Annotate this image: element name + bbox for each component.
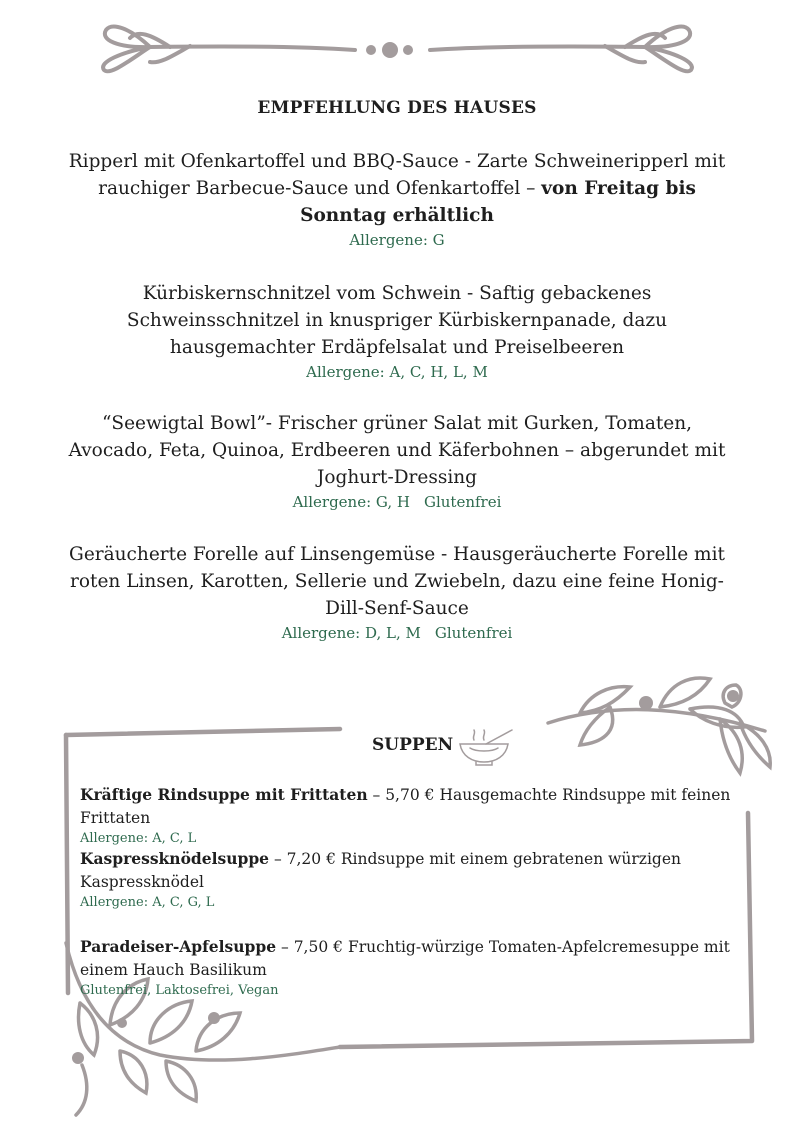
dish-description <box>60 148 734 229</box>
soup-item <box>80 847 740 912</box>
floral-divider-icon <box>0 0 794 90</box>
dish-item <box>60 280 734 383</box>
dish-highlight: von Freitag bis Sonntag erhältlich <box>300 178 696 226</box>
dish-allergens <box>60 229 734 251</box>
dish-description: “Seewigtal Bowl”- Frischer grüner Salat mit Gurken, Tomaten, Avocado, Feta, Quinoa, Erdbeeren und Käferbohnen – abgerundet mit Joghurt-Dressing <box>68 413 726 488</box>
soup-description: Rindsuppe mit einem gebratenen würzigen Kaspressknödel <box>80 850 682 891</box>
soup-line <box>80 935 740 982</box>
soup-price: – 7,50 € <box>276 938 348 956</box>
soup-description: Hausgemachte Rindsuppe mit feinen Frittaten <box>80 786 731 827</box>
dish-description: Kürbiskernschnitzel vom Schwein - Saftig gebackenes Schweinsschnitzel in knuspriger Kürbiskernpanade, dazu hausgemachter Erdäpfelsalat und Preiselbeeren <box>126 283 668 358</box>
dish-allergens <box>60 361 734 383</box>
allergen-label: Allergene: D, L, M <box>281 624 421 642</box>
soup-line <box>80 783 740 830</box>
allergen-label: Allergene: G, H <box>292 493 410 511</box>
dish-item <box>60 148 734 251</box>
dish-description: Geräucherte Forelle auf Linsengemüse - Hausgeräucherte Forelle mit roten Linsen, Karotten, Sellerie und Zwiebeln, dazu eine feine Honig-Dill-Senf-Sauce <box>69 544 725 619</box>
soup-description: Fruchtig-würzige Tomaten-Apfelcremesuppe mit einem Hauch Basilikum <box>80 938 730 979</box>
diet-tag: Glutenfrei <box>434 624 513 642</box>
soup-price: – 7,20 € <box>269 850 341 868</box>
soup-allergens: Glutenfrei, Laktosefrei, Vegan <box>80 983 279 998</box>
soup-item <box>80 783 740 848</box>
soup-name: Paradeiser-Apfelsuppe <box>80 937 277 956</box>
allergen-label: Allergene: A, C, H, L, M <box>306 363 488 381</box>
soup-bowl-icon <box>456 726 516 766</box>
allergen-label: Allergene: G <box>349 231 445 249</box>
dish-item <box>60 541 734 644</box>
diet-tag: Glutenfrei <box>423 493 502 511</box>
soup-allergens: Allergene: A, C, G, L <box>80 895 215 910</box>
dish-item <box>60 410 734 513</box>
soup-line <box>80 847 740 894</box>
soup-allergens: Allergene: A, C, L <box>80 831 197 846</box>
soup-name: Kräftige Rindsuppe mit Frittaten <box>80 785 368 804</box>
dish-allergens <box>60 622 734 644</box>
soups-title: SUPPEN <box>372 735 454 755</box>
dish-text: Ripperl mit Ofenkartoffel und BBQ-Sauce - Zarte Schweineripperl mit rauchiger Barbecue-Sauce und Ofenkartoffel – <box>68 151 726 199</box>
dish-allergens <box>60 491 734 513</box>
soup-price: – 5,70 € <box>367 786 440 804</box>
soup-name: Kaspressknödelsuppe <box>80 849 270 868</box>
section-title: EMPFEHLUNG DES HAUSES <box>257 98 537 118</box>
soup-item <box>80 935 740 1000</box>
